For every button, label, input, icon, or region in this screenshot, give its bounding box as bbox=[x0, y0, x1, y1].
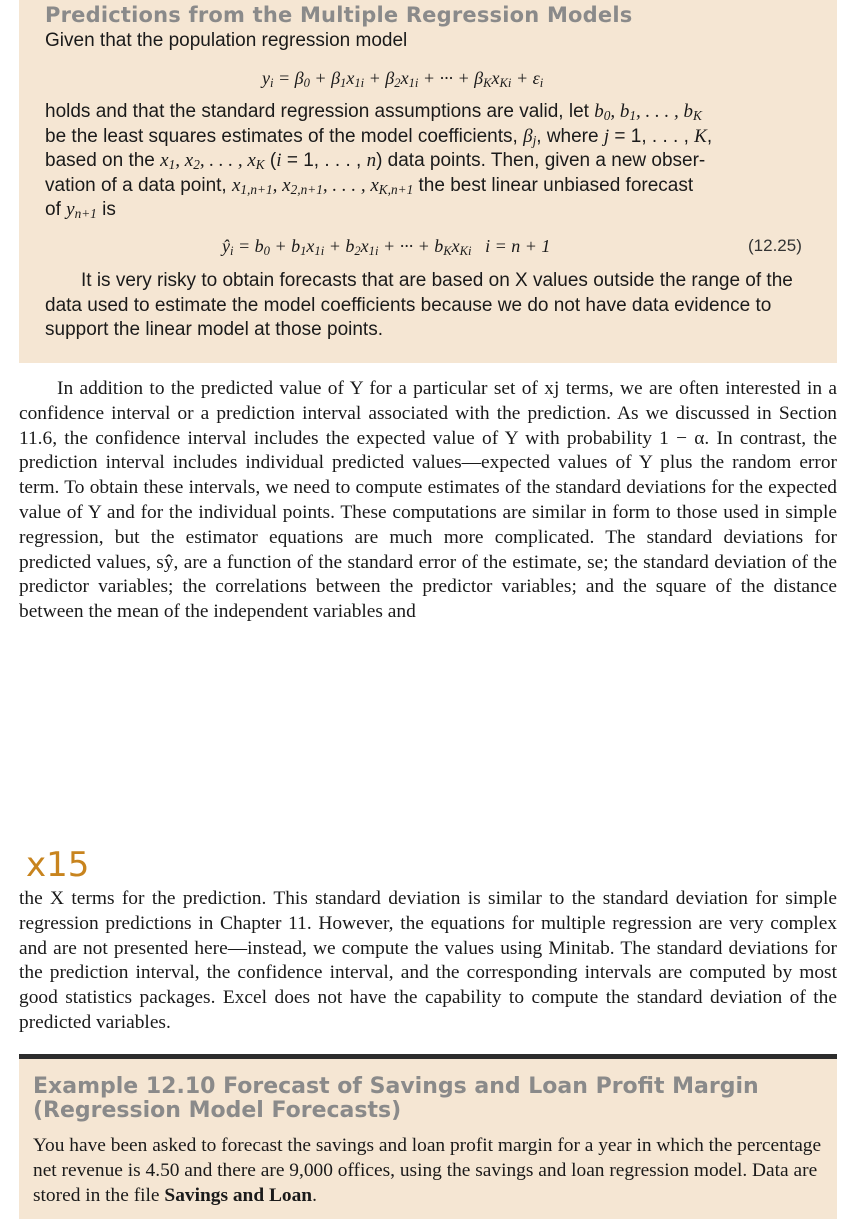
example-title: Example 12.10 Forecast of Savings and Loan Profit Margin (Regression Model Forecasts) bbox=[33, 1074, 759, 1123]
population-regression-equation: $y_i = \beta_0 + \beta_1x_{1i} + \beta_2x_{1i}$ + ··· + $\beta_Kx_{Ki} + \varepsilon_i$ bbox=[262, 68, 544, 90]
forecast-equation: $ŷ_i = b_0 + b_1x_{1i} + b_2x_{1i}$ + ··· + $b_Kx_{Ki}$ i = n + 1 bbox=[222, 236, 551, 258]
equation-number: (12.25) bbox=[748, 236, 802, 255]
box-line-3: based on the $x_1$, $x_2$, . . . , $x_K$ (i = 1, . . . , n) data points. Then, given a new obser- bbox=[45, 150, 706, 173]
example-body-end: . bbox=[312, 1184, 317, 1206]
box-line-4: vation of a data point, $x_{1,n+1}$, $x_{2,n+1}$, . . . , $x_{K,n+1}$ the best linear unbiased forecast bbox=[45, 174, 694, 197]
example-file-name: Savings and Loan bbox=[164, 1184, 313, 1206]
example-body bbox=[33, 1134, 825, 1208]
box-title: Predictions from the Multiple Regression Models bbox=[45, 3, 633, 27]
body-paragraph-2: the X terms for the prediction. This standard deviation is similar to the standard deviation for simple regression predictions in Chapter 11. However, the equations for multiple regression are very complex and are not presented here—instead, we compute the values using Minitab. The standard deviations for the prediction interval, the confidence interval, and the corresponding intervals are computed by most good statistics packages. Excel does not have the capability to compute the standard deviation of the predicted variables. bbox=[19, 888, 837, 1033]
box-line-2: be the least squares estimates of the model coefficients, $\beta_j$, where j = 1, . . . , K, bbox=[45, 125, 713, 148]
page-marker: x15 bbox=[26, 845, 90, 885]
box-paragraph bbox=[45, 100, 815, 223]
box-line-5: of $y_{n+1}$ is bbox=[45, 199, 116, 222]
box-line-1: holds and that the standard regression assumptions are valid, let $b_0$, $b_1$, . . . , $b_K$ bbox=[45, 101, 702, 123]
body-paragraph-1: In addition to the predicted value of Y for a particular set of xj terms, we are often interested in a confidence interval or a prediction interval associated with the prediction. As we discussed in Section 11.6, the confidence interval includes the expected value of Y with probability 1 − α. In contrast, the prediction interval includes individual predicted values—expected values of Y plus the random error term. To obtain these intervals, we need to compute estimates of the standard deviations for the expected value of Y and for the individual points. These computations are similar in form to those used in simple regression, but the estimator equations are much more complicated. The standard deviations for predicted values, sŷ, are a function of the standard error of the estimate, se; the standard deviation of the predictor variables; the correlations between the predictor variables; and the square of the distance between the mean of the independent variables and bbox=[19, 378, 837, 623]
box-intro: Given that the population regression model bbox=[45, 30, 408, 51]
box-warning: It is very risky to obtain forecasts that are based on X values outside the range of the data used to estimate the model coefficients because we do not have data evidence to support the linear model at those points. bbox=[45, 270, 793, 341]
example-body-text: You have been asked to forecast the savings and loan profit margin for a year in which the percentage net revenue is 4.50 and there are 9,000 offices, using the savings and loan regression model. Data are stored in the file bbox=[33, 1135, 822, 1206]
